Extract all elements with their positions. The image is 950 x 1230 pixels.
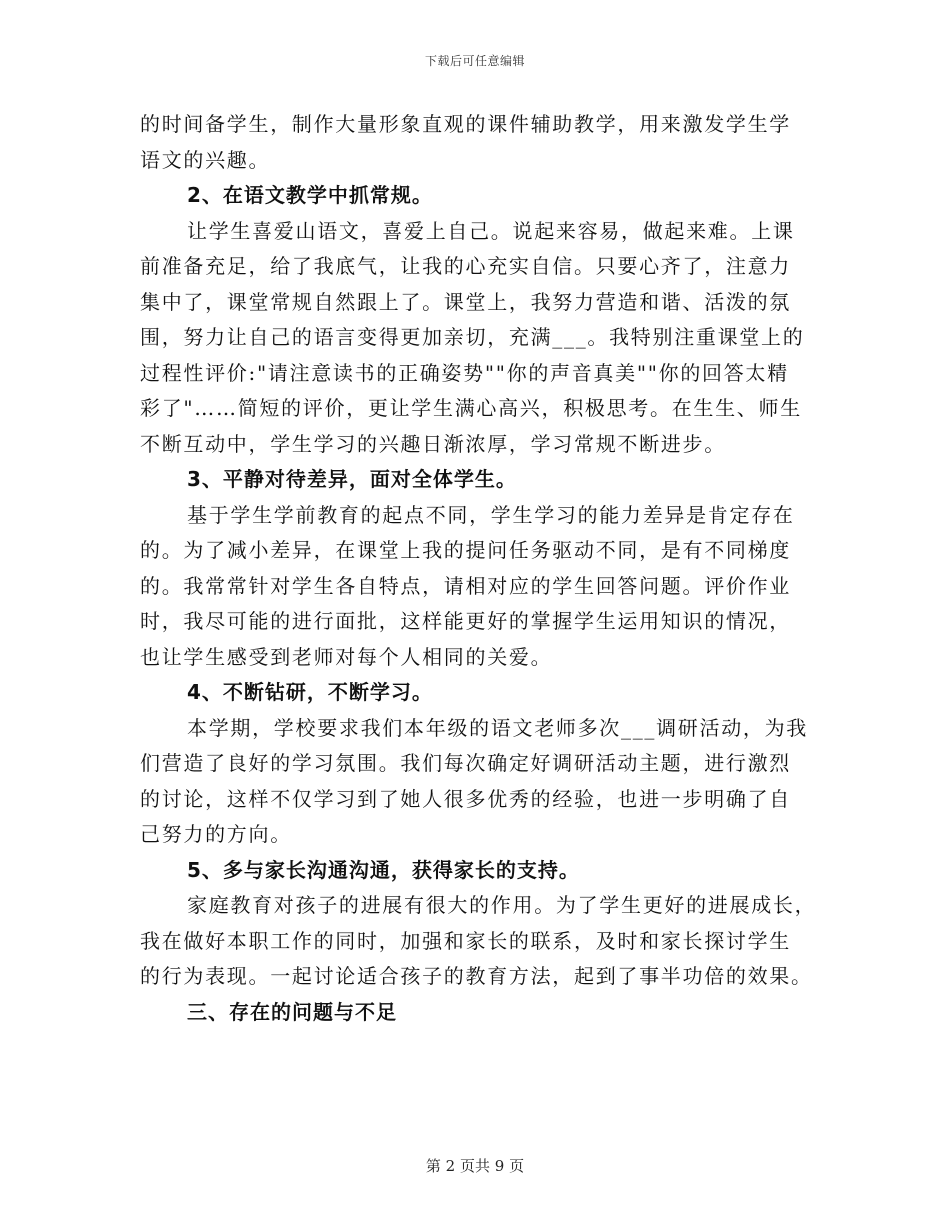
body-line: 的时间备学生，制作大量形象直观的课件辅助教学，用来激发学生学 — [140, 112, 791, 136]
page-footer: 第 2 页共 9 页 — [425, 1157, 525, 1175]
body-line: 的。我常常针对学生各自特点，请相对应的学生回答问题。评价作业 — [140, 573, 791, 598]
section-heading: 4、不断钻研，不断学习。 — [187, 680, 433, 704]
paragraph-first-line: 本学期，学校要求我们本年级的语文老师多次___调研活动，为我 — [187, 715, 808, 740]
body-line: 集中了，课堂常规自然跟上了。课堂上，我努力营造和谐、活泼的氛 — [140, 289, 791, 314]
chapter-heading: 三、存在的问题与不足 — [187, 999, 397, 1024]
section-heading: 5、多与家长沟通沟通，获得家长的支持。 — [187, 857, 580, 882]
body-line: 的讨论，这样不仅学习到了她人很多优秀的经验，也进一步明确了自 — [140, 786, 791, 811]
body-line: 围，努力让自己的语言变得更加亲切，充满___。我特别注重课堂上的 — [140, 325, 805, 349]
body-line: 的。为了减小差异，在课堂上我的提问任务驱动不同，是有不同梯度 — [140, 538, 791, 562]
section-heading: 3、平静对待差异，面对全体学生。 — [187, 467, 517, 491]
body-line: 时，我尽可能的进行面批，这样能更好的掌握学生运用知识的情况， — [140, 609, 791, 633]
body-line: 语文的兴趣。 — [140, 147, 271, 172]
body-line: 我在做好本职工作的同时，加强和家长的联系，及时和家长探讨学生 — [140, 928, 791, 953]
paragraph-first-line: 让学生喜爱山语文，喜爱上自己。说起来容易，做起来难。上课 — [187, 218, 795, 243]
body-line: 不断互动中，学生学习的兴趣日渐浓厚，学习常规不断进步。 — [140, 431, 726, 456]
body-line: 们营造了良好的学习氛围。我们每次确定好调研活动主题，进行激烈 — [140, 751, 791, 775]
document-body — [140, 107, 817, 1030]
paragraph-first-line: 基于学生学前教育的起点不同，学生学习的能力差异是肯定存在 — [187, 502, 795, 527]
page-header: 下载后可任意编辑 — [424, 54, 525, 68]
body-line: 己努力的方向。 — [140, 822, 292, 846]
body-line: 过程性评价:"请注意读书的正确姿势""你的声音真美""你的回答太精 — [140, 360, 789, 385]
paragraph-first-line: 家庭教育对孩子的进展有很大的作用。为了学生更好的进展成长， — [187, 893, 817, 917]
body-line: 的行为表现。一起讨论适合孩子的教育方法，起到了事半功倍的效果。 — [140, 964, 813, 988]
section-heading: 2、在语文教学中抓常规。 — [187, 183, 433, 207]
body-line: 也让学生感受到老师对每个人相同的关爱。 — [140, 644, 553, 669]
body-line: 彩了"……简短的评价，更让学生满心高兴，积极思考。在生生、师生 — [140, 396, 802, 420]
body-line: 前准备充足，给了我底气，让我的心充实自信。只要心齐了，注意力 — [140, 254, 791, 278]
